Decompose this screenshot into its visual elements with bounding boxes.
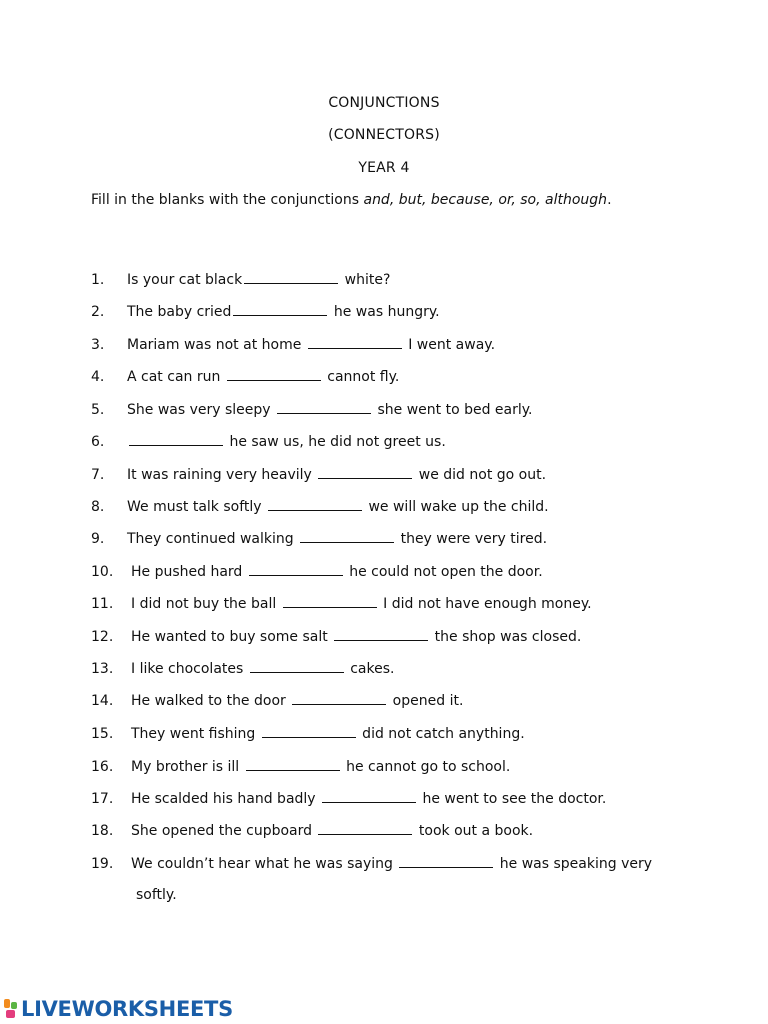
question-text-after: the shop was closed. [430, 629, 582, 645]
question-number: 3. [91, 337, 105, 353]
question-11 [91, 594, 592, 613]
question-number: 17. [91, 791, 114, 807]
question-text-after: did not catch anything. [357, 726, 525, 742]
question-text-before: My brother is ill [131, 759, 244, 775]
answer-blank[interactable] [129, 432, 223, 446]
question-text-before: I like chocolates [131, 661, 248, 677]
question-13 [91, 659, 394, 678]
answer-blank[interactable] [308, 335, 402, 349]
question-text-after: I did not have enough money. [378, 596, 592, 612]
question-number: 7. [91, 467, 105, 483]
question-4 [91, 367, 399, 386]
question-text-after: he could not open the door. [344, 564, 543, 580]
question-text-after: I went away. [403, 337, 496, 353]
question-14 [91, 691, 463, 710]
question-10 [91, 562, 543, 581]
question-number: 1. [91, 272, 105, 288]
question-18 [91, 821, 533, 840]
question-text-after: they were very tired. [396, 531, 548, 547]
answer-blank[interactable] [334, 627, 428, 641]
question-number: 15. [91, 726, 114, 742]
question-1 [91, 270, 390, 289]
answer-blank[interactable] [249, 562, 343, 576]
question-text-before: Is your cat black [127, 272, 243, 288]
question-number: 16. [91, 759, 114, 775]
question-text-before: He pushed hard [131, 564, 247, 580]
footer-brand [4, 996, 233, 1022]
liveworksheets-logo-icon [4, 999, 18, 1019]
answer-blank[interactable] [277, 400, 371, 414]
answer-blank[interactable] [268, 497, 362, 511]
question-text-before: Mariam was not at home [127, 337, 306, 353]
answer-blank[interactable] [322, 789, 416, 803]
question-number: 12. [91, 629, 114, 645]
instructions-suffix: . [607, 192, 612, 208]
question-text-after: he was speaking very [495, 856, 653, 872]
question-text-before: They went fishing [131, 726, 260, 742]
question-text-before: He walked to the door [131, 693, 291, 709]
question-text-after: white? [340, 272, 391, 288]
question-2 [91, 302, 440, 321]
question-19-continuation: softly. [136, 887, 177, 903]
worksheet-title: CONJUNCTIONS [328, 95, 440, 111]
question-8 [91, 497, 549, 516]
answer-blank[interactable] [244, 270, 338, 284]
question-text-after: he saw us, he did not greet us. [225, 434, 446, 450]
worksheet-grade: YEAR 4 [358, 160, 410, 176]
question-text-after: cannot fly. [322, 369, 400, 385]
question-text-before: A cat can run [127, 369, 225, 385]
question-3 [91, 335, 495, 354]
question-text-before: He wanted to buy some salt [131, 629, 333, 645]
question-17 [91, 789, 606, 808]
question-number: 6. [91, 434, 105, 450]
question-19 [91, 854, 652, 873]
instructions-conjunctions: and, but, because, or, so, although [363, 192, 608, 208]
answer-blank[interactable] [292, 691, 386, 705]
answer-blank[interactable] [227, 367, 321, 381]
question-number: 13. [91, 661, 114, 677]
question-text-before: We couldn’t hear what he was saying [131, 856, 398, 872]
answer-blank[interactable] [262, 724, 356, 738]
answer-blank[interactable] [318, 821, 412, 835]
question-number: 2. [91, 304, 105, 320]
question-number: 9. [91, 531, 105, 547]
question-text-after: she went to bed early. [373, 402, 533, 418]
question-text-after: cakes. [345, 661, 395, 677]
question-text-before: He scalded his hand badly [131, 791, 321, 807]
question-7 [91, 465, 546, 484]
question-text-after: we will wake up the child. [364, 499, 549, 515]
answer-blank[interactable] [300, 529, 394, 543]
question-text-before: She opened the cupboard [131, 823, 317, 839]
question-15 [91, 724, 525, 743]
answer-blank[interactable] [250, 659, 344, 673]
question-text-after: he was hungry. [329, 304, 440, 320]
question-text-before: We must talk softly [127, 499, 267, 515]
question-number: 18. [91, 823, 114, 839]
question-number: 8. [91, 499, 105, 515]
question-text-before: She was very sleepy [127, 402, 276, 418]
question-text-before: They continued walking [127, 531, 299, 547]
answer-blank[interactable] [233, 302, 327, 316]
question-number: 10. [91, 564, 114, 580]
question-5 [91, 400, 533, 419]
answer-blank[interactable] [246, 757, 340, 771]
question-text-after: we did not go out. [414, 467, 547, 483]
question-number: 4. [91, 369, 105, 385]
question-number: 11. [91, 596, 114, 612]
question-text-before: It was raining very heavily [127, 467, 317, 483]
question-number: 19. [91, 856, 114, 872]
question-12 [91, 627, 581, 646]
question-16 [91, 757, 510, 776]
question-text-after: opened it. [388, 693, 464, 709]
answer-blank[interactable] [283, 594, 377, 608]
question-number: 14. [91, 693, 114, 709]
question-text-after: he cannot go to school. [341, 759, 511, 775]
answer-blank[interactable] [399, 854, 493, 868]
worksheet-subtitle: (CONNECTORS) [328, 127, 440, 143]
question-text-before: The baby cried [127, 304, 232, 320]
instructions [91, 192, 612, 208]
question-6 [91, 432, 446, 451]
question-text-after: took out a book. [414, 823, 534, 839]
question-text-before: I did not buy the ball [131, 596, 281, 612]
question-number: 5. [91, 402, 105, 418]
question-9 [91, 529, 547, 548]
brand-name: LIVEWORKSHEETS [21, 997, 233, 1021]
question-text-after: he went to see the doctor. [418, 791, 607, 807]
answer-blank[interactable] [318, 465, 412, 479]
instructions-prefix: Fill in the blanks with the conjunctions [91, 192, 364, 208]
